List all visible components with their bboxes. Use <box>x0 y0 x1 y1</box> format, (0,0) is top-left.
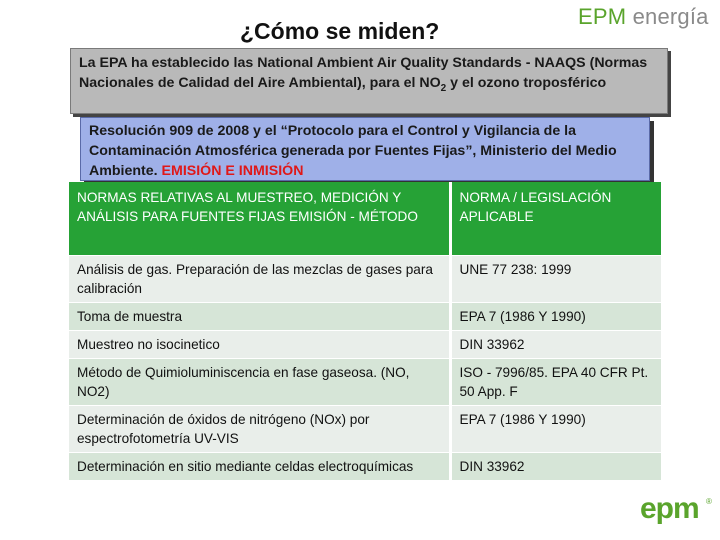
method-cell: Determinación de óxidos de nitrógeno (NOx) por espectrofotometría UV-VIS <box>69 405 450 452</box>
emission-highlight: EMISIÓN E INMISIÓN <box>161 163 304 179</box>
norm-cell: ISO - 7996/85. EPA 40 CFR Pt. 50 App. F <box>450 358 661 405</box>
resolution-text: Resolución 909 de 2008 y el “Protocolo para el Control y Vigilancia de la Contaminación Atmosférica generada por Fuentes Fijas”, Ministerio del Medio Ambiente. <box>89 123 617 179</box>
table-header-row <box>69 182 661 255</box>
method-cell: Método de Quimioluminiscencia en fase gaseosa. (NO, NO2) <box>69 358 450 405</box>
table-row <box>69 452 661 480</box>
registered-mark: ® <box>706 497 712 506</box>
method-cell: Muestreo no isocinetico <box>69 330 450 358</box>
method-cell: Determinación en sitio mediante celdas electroquímicas <box>69 452 450 480</box>
brand-name: EPM <box>578 4 627 29</box>
norm-cell: DIN 33962 <box>450 452 661 480</box>
intro-text-end: y el ozono troposférico <box>446 75 607 91</box>
table-row <box>69 330 661 358</box>
intro-subscript: 2 <box>440 82 447 94</box>
table-row <box>69 302 661 330</box>
table-row <box>69 405 661 452</box>
naaqs-note-box <box>70 48 668 114</box>
norm-cell: DIN 33962 <box>450 330 661 358</box>
norm-cell: EPA 7 (1986 Y 1990) <box>450 405 661 452</box>
brand-logo <box>578 4 709 30</box>
table-row <box>69 255 661 302</box>
resolution-note-box <box>80 117 650 181</box>
norm-cell: UNE 77 238: 1999 <box>450 255 661 302</box>
header-cell-method: NORMAS RELATIVAS AL MUESTREO, MEDICIÓN Y ANÁLISIS PARA FUENTES FIJAS EMISIÓN - MÉTODO <box>69 182 450 255</box>
epm-logo: epm <box>640 492 699 525</box>
norm-cell: EPA 7 (1986 Y 1990) <box>450 302 661 330</box>
header-cell-norm: NORMA / LEGISLACIÓN APLICABLE <box>450 182 661 255</box>
norms-table <box>69 182 661 481</box>
method-cell: Toma de muestra <box>69 302 450 330</box>
table-row <box>69 358 661 405</box>
intro-text: La EPA ha establecido las National Ambient Air Quality Standards - NAAQS (Normas Nacionales de Calidad del Aire Ambiental), para el NO <box>79 55 648 91</box>
page-title: ¿Cómo se miden? <box>240 18 440 44</box>
method-cell: Análisis de gas. Preparación de las mezclas de gases para calibración <box>69 255 450 302</box>
brand-suffix: energía <box>632 4 709 29</box>
